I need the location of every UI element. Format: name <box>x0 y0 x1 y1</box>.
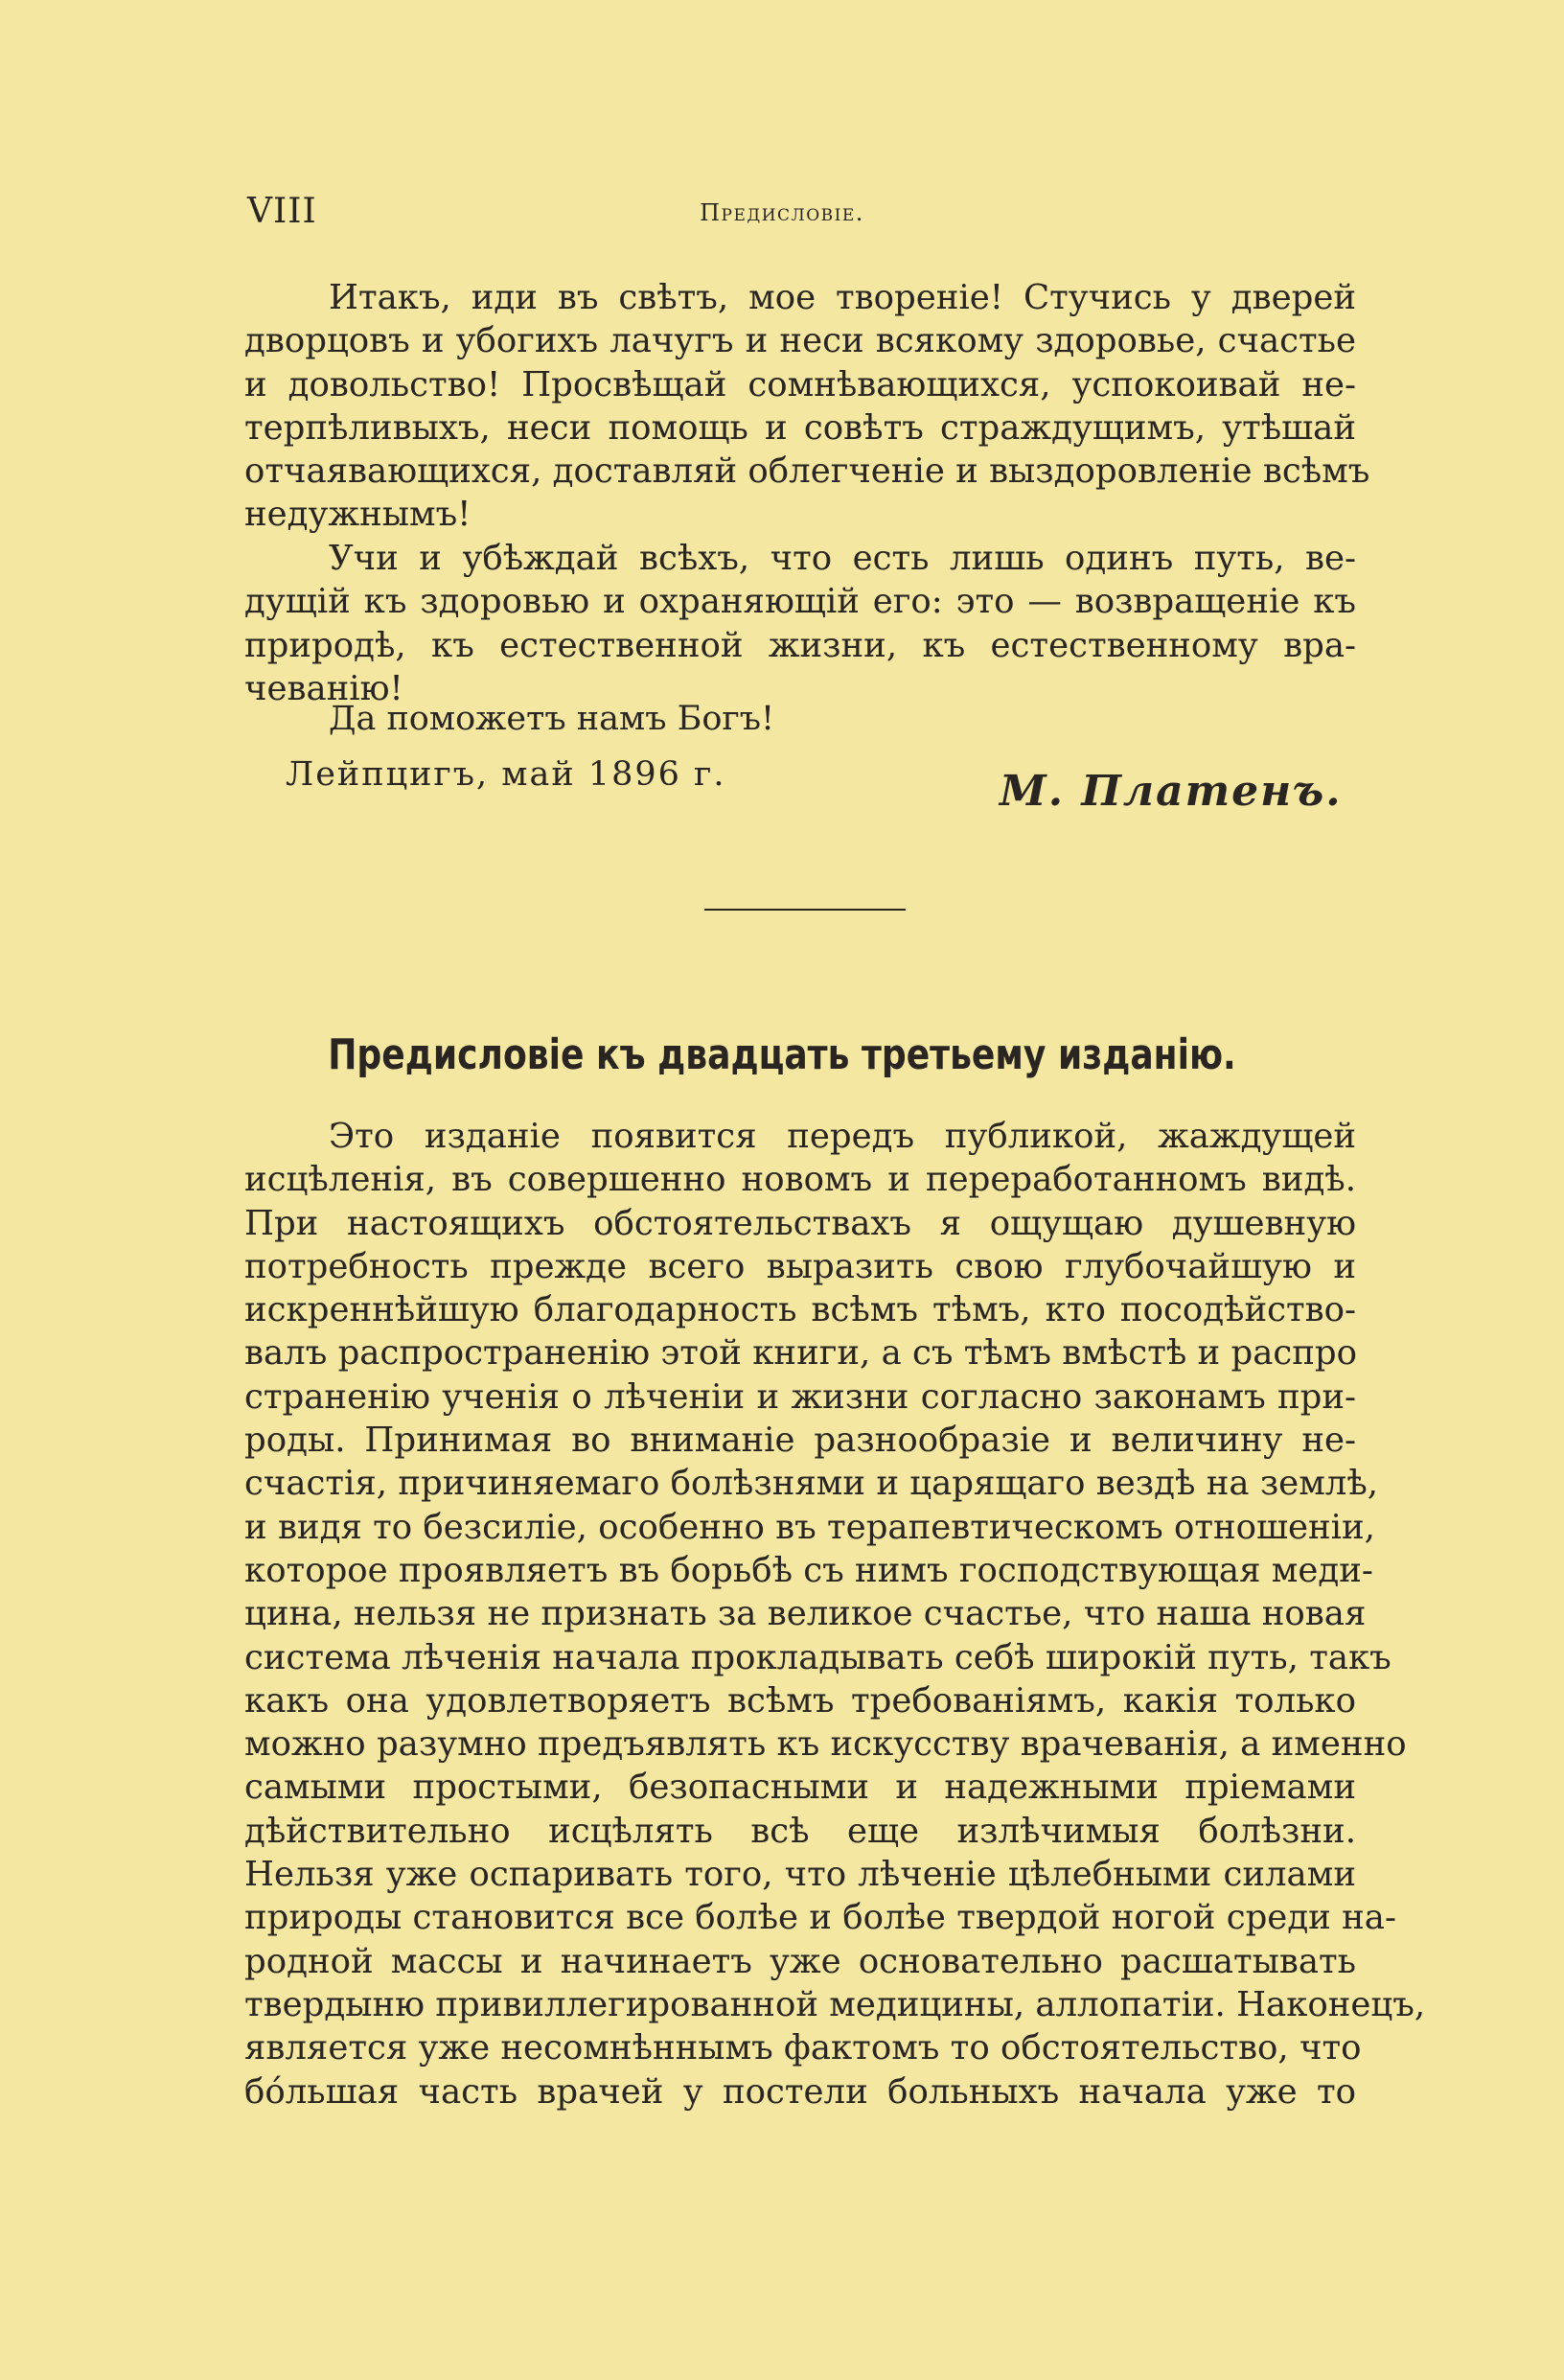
text-line: дущій къ здоровью и охраняющій его: это — возвращеніе къ <box>244 582 1356 622</box>
place-date: Лейпцигъ, май 1896 г. <box>286 755 726 794</box>
text-line: искреннѣйшую благодарность всѣмъ тѣмъ, кто посодѣйство- <box>244 1290 1356 1330</box>
text-line: какъ она удовлетворяетъ всѣмъ требованіямъ, какія только <box>244 1680 1356 1721</box>
text-line: Учи и убѣждай всѣхъ, что есть лишь одинъ путь, ве- <box>329 539 1356 578</box>
text-line: твердыню привиллегированной медицины, аллопатіи. Наконецъ, <box>244 1984 1426 2024</box>
text-line: счастія, причиняемаго болѣзнями и царящаго вездѣ на землѣ, <box>244 1464 1379 1504</box>
author-signature: М. Платенъ. <box>1000 767 1343 816</box>
preface-paragraph-2 <box>244 537 1356 710</box>
text-line: Это изданіе появится передъ публикой, жаждущей <box>329 1117 1356 1156</box>
text-line: природы становится все болѣе и болѣе твердой ногой среди на- <box>244 1898 1396 1938</box>
section-heading: Предисловіе къ двадцать третьему изданію. <box>328 1030 1236 1079</box>
text-line: чеванію! <box>244 668 403 708</box>
text-line: роды. Принимая во вниманіе разнообразіе и величину не- <box>244 1421 1356 1461</box>
text-line: Итакъ, иди въ свѣтъ, мое твореніе! Стучись у дверей <box>329 278 1356 317</box>
text-line: система лѣченія начала прокладывать себѣ широкій путь, такъ <box>244 1637 1392 1677</box>
text-line: дворцовъ и убогихъ лачугъ и неси всякому здоровье, счастье <box>244 321 1356 361</box>
text-line: цина, нельзя не признать за великое счастье, что наша новая <box>244 1594 1367 1634</box>
text-line: потребность прежде всего выразить свою глубочайшую и <box>244 1246 1356 1286</box>
text-line: терпѣливыхъ, неси помощь и совѣтъ страждущимъ, утѣшай <box>244 407 1356 448</box>
text-line: самыми простыми, безопасными и надежными пріемами <box>244 1768 1356 1808</box>
page-number: VIII <box>247 192 317 231</box>
text-line: природѣ, къ естественной жизни, къ естественному вра- <box>244 625 1356 665</box>
preface-paragraph-1 <box>244 276 1370 537</box>
text-line: отчаявающихся, доставляй облегченіе и выздоровленіе всѣмъ <box>244 451 1370 492</box>
text-line: валъ распространенію этой книги, а съ тѣмъ вмѣстѣ и распро <box>244 1333 1357 1374</box>
text-line: дѣйствительно исцѣлять всѣ еще излѣчимыя болѣзни. <box>244 1811 1356 1851</box>
text-line: страненію ученія о лѣченіи и жизни согласно законамъ при- <box>244 1376 1356 1417</box>
text-line: исцѣленія, въ совершенно новомъ и переработанномъ видѣ. <box>244 1160 1356 1200</box>
text-line: можно разумно предъявлять къ искусству врачеванія, а именно <box>244 1724 1407 1765</box>
text-line: При настоящихъ обстоятельствахъ я ощущаю душевную <box>244 1203 1356 1243</box>
text-line: которое проявляетъ въ борьбѣ съ нимъ господствующая меди- <box>244 1550 1373 1590</box>
blessing: Да поможетъ намъ Богъ! <box>329 700 775 738</box>
text-line: является уже несомнѣннымъ фактомъ то обстоятельство, что <box>244 2028 1362 2068</box>
text-line: бо́льшая часть врачей у постели больныхъ начала уже то <box>244 2071 1356 2112</box>
running-title: Предисловіе. <box>700 199 864 226</box>
text-line: и видя то безсиліе, особенно въ терапевтическомъ отношеніи, <box>244 1507 1375 1547</box>
text-line: родной массы и начинаетъ уже основательно расшатывать <box>244 1941 1356 1981</box>
text-line: и довольство! Просвѣщай сомнѣвающихся, успокоивай не- <box>244 364 1356 404</box>
text-line: недужнымъ! <box>244 495 472 535</box>
section-divider <box>704 909 906 911</box>
section-body <box>244 1115 1426 2114</box>
text-line: Нельзя уже оспаривать того, что лѣченіе цѣлебными силами <box>244 1855 1356 1895</box>
